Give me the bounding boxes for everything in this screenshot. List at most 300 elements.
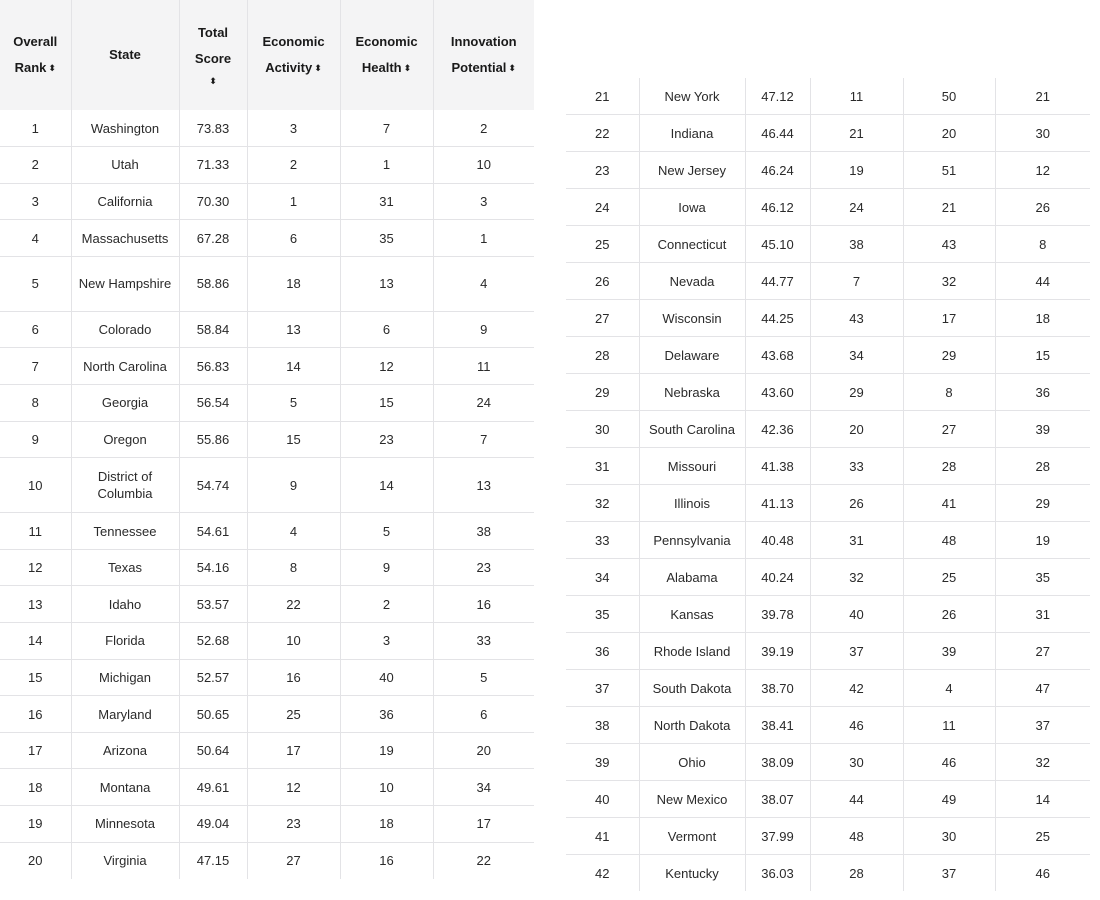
header-label: Rank bbox=[14, 60, 47, 75]
cell-innovation: 22 bbox=[476, 853, 491, 869]
cell-innovation: 12 bbox=[995, 152, 1090, 189]
cell-score: 37.99 bbox=[745, 818, 810, 855]
table-row bbox=[566, 78, 1090, 115]
cell-rank: 11 bbox=[0, 513, 71, 550]
cell-state: North Carolina bbox=[71, 348, 179, 385]
table-row bbox=[566, 448, 1090, 485]
cell-rank: 1 bbox=[0, 110, 71, 147]
cell-innovation: 37 bbox=[995, 707, 1090, 744]
cell-health: 49 bbox=[903, 781, 995, 818]
cell-rank: 12 bbox=[0, 549, 71, 586]
cell-innovation: 20 bbox=[433, 732, 534, 769]
cell-score: 52.57 bbox=[179, 659, 247, 696]
cell-activity: 32 bbox=[810, 559, 903, 596]
table-row bbox=[566, 263, 1090, 300]
cell-state: Nevada bbox=[639, 263, 745, 300]
cell-score: 43.60 bbox=[745, 374, 810, 411]
cell-rank: 5 bbox=[0, 256, 71, 311]
cell-health: 28 bbox=[903, 448, 995, 485]
cell-activity: 30 bbox=[810, 744, 903, 781]
cell-rank: 7 bbox=[0, 348, 71, 385]
cell-state: South Dakota bbox=[639, 670, 745, 707]
cell-health: 21 bbox=[903, 189, 995, 226]
cell-score: 38.09 bbox=[745, 744, 810, 781]
cell-score: 39.78 bbox=[745, 596, 810, 633]
cell-rank: 26 bbox=[566, 263, 639, 300]
table-row bbox=[0, 623, 534, 660]
cell-score: 47.12 bbox=[745, 78, 810, 115]
cell-activity: 34 bbox=[810, 337, 903, 374]
cell-innovation: 46 bbox=[1035, 865, 1050, 881]
cell-innovation: 18 bbox=[995, 300, 1090, 337]
cell-score: 38.70 bbox=[745, 670, 810, 707]
cell-state: Delaware bbox=[639, 337, 745, 374]
table-row bbox=[566, 633, 1090, 670]
cell-score: 58.86 bbox=[179, 256, 247, 311]
cell-activity: 7 bbox=[810, 263, 903, 300]
cell-score: 71.33 bbox=[179, 147, 247, 184]
cell-score: 40.48 bbox=[745, 522, 810, 559]
cell-innovation: 34 bbox=[433, 769, 534, 806]
cell-health: 30 bbox=[903, 818, 995, 855]
cell-rank: 15 bbox=[0, 659, 71, 696]
cell-state: Vermont bbox=[639, 818, 745, 855]
cell-score: 46.44 bbox=[745, 115, 810, 152]
cell-score: 58.84 bbox=[179, 311, 247, 348]
cell-health: 41 bbox=[903, 485, 995, 522]
cell-health: 40 bbox=[340, 659, 433, 696]
cell-score: 56.83 bbox=[179, 348, 247, 385]
cell-state: New Hampshire bbox=[71, 256, 179, 311]
cell-score: 44.77 bbox=[745, 263, 810, 300]
cell-state: Iowa bbox=[639, 189, 745, 226]
cell-health: 18 bbox=[340, 806, 433, 843]
cell-health: 48 bbox=[903, 522, 995, 559]
table-body-right bbox=[566, 78, 1090, 891]
cell-health: 32 bbox=[903, 263, 995, 300]
cell-innovation: 11 bbox=[433, 348, 534, 385]
table-row bbox=[0, 311, 534, 348]
cell-state: Maryland bbox=[71, 696, 179, 733]
cell-rank: 38 bbox=[566, 707, 639, 744]
cell-state: District of Columbia bbox=[71, 458, 179, 513]
cell-state: Pennsylvania bbox=[639, 522, 745, 559]
sort-arrows-icon[interactable]: ⬍ bbox=[48, 63, 56, 73]
cell-rank: 20 bbox=[0, 842, 71, 879]
cell-activity: 24 bbox=[810, 189, 903, 226]
table-row bbox=[566, 300, 1090, 337]
table-row bbox=[0, 513, 534, 550]
cell-activity: 26 bbox=[810, 485, 903, 522]
cell-activity: 33 bbox=[810, 448, 903, 485]
cell-score: 36.03 bbox=[745, 855, 810, 892]
cell-innovation: 1 bbox=[433, 220, 534, 257]
cell-health: 16 bbox=[340, 842, 433, 879]
table-body-left bbox=[0, 110, 534, 879]
cell-score: 41.13 bbox=[745, 485, 810, 522]
cell-score: 38.07 bbox=[745, 781, 810, 818]
cell-health: 29 bbox=[903, 337, 995, 374]
table-row bbox=[566, 818, 1090, 855]
cell-health: 1 bbox=[340, 147, 433, 184]
cell-score: 45.10 bbox=[745, 226, 810, 263]
sort-arrows-icon[interactable]: ⬍ bbox=[403, 63, 412, 73]
rankings-table-left bbox=[0, 0, 534, 879]
cell-rank: 31 bbox=[566, 448, 639, 485]
cell-innovation: 2 bbox=[433, 110, 534, 147]
table-row bbox=[566, 411, 1090, 448]
cell-rank: 24 bbox=[566, 189, 639, 226]
cell-health: 8 bbox=[903, 374, 995, 411]
cell-health: 11 bbox=[903, 707, 995, 744]
header-state bbox=[71, 0, 179, 110]
table-row bbox=[0, 220, 534, 257]
cell-activity: 8 bbox=[247, 549, 340, 586]
table-row bbox=[0, 147, 534, 184]
table-row bbox=[566, 374, 1090, 411]
cell-state: California bbox=[71, 183, 179, 220]
table-row bbox=[0, 183, 534, 220]
cell-health: 9 bbox=[340, 549, 433, 586]
cell-health: 12 bbox=[340, 348, 433, 385]
cell-activity: 44 bbox=[810, 781, 903, 818]
cell-rank: 18 bbox=[0, 769, 71, 806]
cell-activity: 4 bbox=[247, 513, 340, 550]
cell-rank: 14 bbox=[0, 623, 71, 660]
cell-rank: 29 bbox=[566, 374, 639, 411]
cell-innovation: 27 bbox=[995, 633, 1090, 670]
header-innovation-potential[interactable] bbox=[433, 0, 534, 110]
cell-activity: 25 bbox=[247, 696, 340, 733]
cell-health: 5 bbox=[340, 513, 433, 550]
cell-innovation: 21 bbox=[995, 78, 1090, 115]
cell-innovation: 30 bbox=[995, 115, 1090, 152]
cell-state: Colorado bbox=[71, 311, 179, 348]
cell-score: 47.15 bbox=[179, 842, 247, 879]
cell-rank: 36 bbox=[566, 633, 639, 670]
header-label: State bbox=[109, 47, 141, 62]
cell-health: 6 bbox=[340, 311, 433, 348]
cell-innovation: 28 bbox=[995, 448, 1090, 485]
cell-rank: 3 bbox=[0, 183, 71, 220]
cell-rank: 30 bbox=[566, 411, 639, 448]
header-economic-health[interactable] bbox=[340, 0, 433, 110]
cell-rank: 8 bbox=[0, 385, 71, 422]
table-row bbox=[0, 110, 534, 147]
cell-score: 39.19 bbox=[745, 633, 810, 670]
cell-innovation: 31 bbox=[995, 596, 1090, 633]
rankings-table-right bbox=[566, 78, 1090, 891]
cell-score: 70.30 bbox=[179, 183, 247, 220]
cell-health: 20 bbox=[903, 115, 995, 152]
table-row bbox=[0, 458, 534, 513]
cell-score: 54.61 bbox=[179, 513, 247, 550]
cell-state: Kansas bbox=[639, 596, 745, 633]
cell-health: 39 bbox=[903, 633, 995, 670]
cell-activity: 9 bbox=[247, 458, 340, 513]
sort-arrows-icon[interactable]: ⬍ bbox=[508, 63, 516, 73]
cell-activity: 15 bbox=[247, 421, 340, 458]
cell-activity: 6 bbox=[247, 220, 340, 257]
cell-health: 31 bbox=[340, 183, 433, 220]
cell-health: 36 bbox=[340, 696, 433, 733]
cell-rank: 34 bbox=[566, 559, 639, 596]
cell-state: Oregon bbox=[71, 421, 179, 458]
table-row bbox=[566, 559, 1090, 596]
table-row bbox=[0, 348, 534, 385]
cell-state: Georgia bbox=[71, 385, 179, 422]
cell-score: 42.36 bbox=[745, 411, 810, 448]
table-header bbox=[0, 0, 534, 110]
cell-score: 50.64 bbox=[179, 732, 247, 769]
header-total-score[interactable] bbox=[179, 0, 247, 110]
cell-activity: 37 bbox=[810, 633, 903, 670]
table-row bbox=[566, 485, 1090, 522]
cell-score: 54.16 bbox=[179, 549, 247, 586]
cell-health: 25 bbox=[903, 559, 995, 596]
cell-score: 67.28 bbox=[179, 220, 247, 257]
cell-activity: 14 bbox=[247, 348, 340, 385]
cell-state: Massachusetts bbox=[71, 220, 179, 257]
cell-health: 23 bbox=[340, 421, 433, 458]
cell-state: Alabama bbox=[639, 559, 745, 596]
cell-score: 49.04 bbox=[179, 806, 247, 843]
cell-innovation: 16 bbox=[433, 586, 534, 623]
header-label: Activity bbox=[265, 60, 313, 75]
cell-innovation: 39 bbox=[995, 411, 1090, 448]
cell-activity: 18 bbox=[247, 256, 340, 311]
cell-activity: 42 bbox=[810, 670, 903, 707]
cell-score: 43.68 bbox=[745, 337, 810, 374]
cell-health: 50 bbox=[903, 78, 995, 115]
cell-innovation: 14 bbox=[995, 781, 1090, 818]
cell-rank: 25 bbox=[566, 226, 639, 263]
cell-rank: 16 bbox=[0, 696, 71, 733]
table-row bbox=[0, 806, 534, 843]
cell-activity: 13 bbox=[247, 311, 340, 348]
cell-health: 4 bbox=[903, 670, 995, 707]
cell-innovation: 33 bbox=[433, 623, 534, 660]
cell-activity: 10 bbox=[247, 623, 340, 660]
cell-rank: 32 bbox=[566, 485, 639, 522]
cell-innovation: 4 bbox=[433, 256, 534, 311]
table-row bbox=[0, 421, 534, 458]
cell-health: 27 bbox=[903, 411, 995, 448]
cell-health: 37 bbox=[903, 855, 995, 892]
cell-health: 35 bbox=[340, 220, 433, 257]
cell-state: New Mexico bbox=[639, 781, 745, 818]
cell-health: 17 bbox=[903, 300, 995, 337]
cell-innovation: 44 bbox=[995, 263, 1090, 300]
cell-state: Virginia bbox=[71, 842, 179, 879]
cell-health: 26 bbox=[903, 596, 995, 633]
cell-activity: 27 bbox=[247, 842, 340, 879]
cell-innovation: 38 bbox=[433, 513, 534, 550]
cell-health: 43 bbox=[903, 226, 995, 263]
sort-arrows-icon[interactable]: ⬍ bbox=[209, 76, 217, 86]
cell-rank: 37 bbox=[566, 670, 639, 707]
cell-innovation: 24 bbox=[433, 385, 534, 422]
cell-activity: 16 bbox=[247, 659, 340, 696]
cell-health: 7 bbox=[340, 110, 433, 147]
table-row bbox=[0, 842, 534, 879]
cell-health: 46 bbox=[903, 744, 995, 781]
table-row bbox=[566, 744, 1090, 781]
cell-rank: 19 bbox=[0, 806, 71, 843]
header-overall-rank[interactable] bbox=[0, 0, 71, 110]
cell-state: Texas bbox=[71, 549, 179, 586]
cell-activity: 29 bbox=[810, 374, 903, 411]
cell-score: 40.24 bbox=[745, 559, 810, 596]
cell-activity: 19 bbox=[810, 152, 903, 189]
cell-score: 46.24 bbox=[745, 152, 810, 189]
cell-state: Ohio bbox=[639, 744, 745, 781]
cell-innovation: 26 bbox=[995, 189, 1090, 226]
cell-score: 52.68 bbox=[179, 623, 247, 660]
cell-innovation: 8 bbox=[995, 226, 1090, 263]
cell-state: Missouri bbox=[639, 448, 745, 485]
table-row bbox=[0, 256, 534, 311]
cell-rank: 4 bbox=[0, 220, 71, 257]
table-row bbox=[566, 670, 1090, 707]
cell-rank: 10 bbox=[0, 458, 71, 513]
cell-innovation: 25 bbox=[995, 818, 1090, 855]
cell-score: 50.65 bbox=[179, 696, 247, 733]
cell-rank: 9 bbox=[0, 421, 71, 458]
cell-innovation: 19 bbox=[995, 522, 1090, 559]
header-label: Score bbox=[194, 51, 232, 66]
cell-state: Rhode Island bbox=[639, 633, 745, 670]
cell-score: 49.61 bbox=[179, 769, 247, 806]
cell-state: New Jersey bbox=[639, 152, 745, 189]
table-row bbox=[0, 385, 534, 422]
cell-health: 51 bbox=[903, 152, 995, 189]
table-row bbox=[566, 337, 1090, 374]
cell-innovation: 3 bbox=[433, 183, 534, 220]
cell-state: Montana bbox=[71, 769, 179, 806]
header-economic-activity[interactable] bbox=[247, 0, 340, 110]
table-row bbox=[0, 769, 534, 806]
cell-score: 44.25 bbox=[745, 300, 810, 337]
cell-state: Wisconsin bbox=[639, 300, 745, 337]
cell-state: Connecticut bbox=[639, 226, 745, 263]
cell-state: Indiana bbox=[639, 115, 745, 152]
cell-innovation: 7 bbox=[433, 421, 534, 458]
cell-innovation: 6 bbox=[433, 696, 534, 733]
cell-state: Arizona bbox=[71, 732, 179, 769]
cell-state: Idaho bbox=[71, 586, 179, 623]
cell-score: 46.12 bbox=[745, 189, 810, 226]
table-row bbox=[0, 549, 534, 586]
cell-health: 14 bbox=[340, 458, 433, 513]
cell-state: Illinois bbox=[639, 485, 745, 522]
table-row bbox=[566, 707, 1090, 744]
cell-rank: 41 bbox=[566, 818, 639, 855]
cell-innovation: 29 bbox=[995, 485, 1090, 522]
cell-rank: 17 bbox=[0, 732, 71, 769]
table-row bbox=[0, 586, 534, 623]
cell-innovation: 17 bbox=[433, 806, 534, 843]
cell-score: 41.38 bbox=[745, 448, 810, 485]
sort-arrows-icon[interactable]: ⬍ bbox=[314, 63, 322, 73]
cell-innovation: 47 bbox=[995, 670, 1090, 707]
cell-activity: 22 bbox=[247, 586, 340, 623]
cell-activity: 3 bbox=[247, 110, 340, 147]
cell-health: 15 bbox=[340, 385, 433, 422]
cell-rank: 33 bbox=[566, 522, 639, 559]
cell-score: 53.57 bbox=[179, 586, 247, 623]
cell-activity: 28 bbox=[810, 855, 903, 892]
cell-score: 73.83 bbox=[179, 110, 247, 147]
header-label: Overall bbox=[13, 34, 58, 49]
cell-state: Nebraska bbox=[639, 374, 745, 411]
cell-activity: 20 bbox=[810, 411, 903, 448]
cell-rank: 39 bbox=[566, 744, 639, 781]
table-row bbox=[0, 696, 534, 733]
cell-state: Kentucky bbox=[639, 855, 745, 892]
cell-activity: 11 bbox=[810, 78, 903, 115]
cell-score: 56.54 bbox=[179, 385, 247, 422]
cell-activity: 12 bbox=[247, 769, 340, 806]
cell-activity: 48 bbox=[810, 818, 903, 855]
cell-rank: 2 bbox=[0, 147, 71, 184]
cell-activity: 38 bbox=[810, 226, 903, 263]
cell-rank: 23 bbox=[566, 152, 639, 189]
cell-state: Tennessee bbox=[71, 513, 179, 550]
cell-activity: 43 bbox=[810, 300, 903, 337]
header-label: Total bbox=[197, 25, 229, 40]
header-label: Economic bbox=[262, 34, 325, 49]
cell-score: 38.41 bbox=[745, 707, 810, 744]
cell-state: South Carolina bbox=[639, 411, 745, 448]
cell-activity: 1 bbox=[247, 183, 340, 220]
header-label: Potential bbox=[451, 60, 507, 75]
cell-health: 3 bbox=[340, 623, 433, 660]
table-row bbox=[566, 855, 1090, 892]
cell-rank: 35 bbox=[566, 596, 639, 633]
table-row bbox=[0, 659, 534, 696]
cell-innovation: 32 bbox=[995, 744, 1090, 781]
cell-state: Michigan bbox=[71, 659, 179, 696]
cell-state: Minnesota bbox=[71, 806, 179, 843]
cell-rank: 13 bbox=[0, 586, 71, 623]
header-label: Health bbox=[361, 60, 402, 75]
cell-health: 10 bbox=[340, 769, 433, 806]
cell-activity: 46 bbox=[810, 707, 903, 744]
cell-innovation: 13 bbox=[433, 458, 534, 513]
cell-rank: 40 bbox=[566, 781, 639, 818]
cell-activity: 21 bbox=[810, 115, 903, 152]
cell-state: Utah bbox=[71, 147, 179, 184]
cell-innovation: 35 bbox=[995, 559, 1090, 596]
cell-rank: 28 bbox=[566, 337, 639, 374]
table-row bbox=[566, 189, 1090, 226]
cell-activity: 5 bbox=[247, 385, 340, 422]
cell-innovation: 5 bbox=[433, 659, 534, 696]
table-row bbox=[0, 732, 534, 769]
cell-rank: 6 bbox=[0, 311, 71, 348]
cell-score: 55.86 bbox=[179, 421, 247, 458]
cell-health: 19 bbox=[340, 732, 433, 769]
cell-rank: 21 bbox=[566, 78, 639, 115]
cell-activity: 40 bbox=[810, 596, 903, 633]
cell-rank: 22 bbox=[566, 115, 639, 152]
cell-innovation: 23 bbox=[433, 549, 534, 586]
table-row bbox=[566, 152, 1090, 189]
header-label: Innovation bbox=[450, 34, 517, 49]
cell-activity: 23 bbox=[247, 806, 340, 843]
table-row bbox=[566, 781, 1090, 818]
